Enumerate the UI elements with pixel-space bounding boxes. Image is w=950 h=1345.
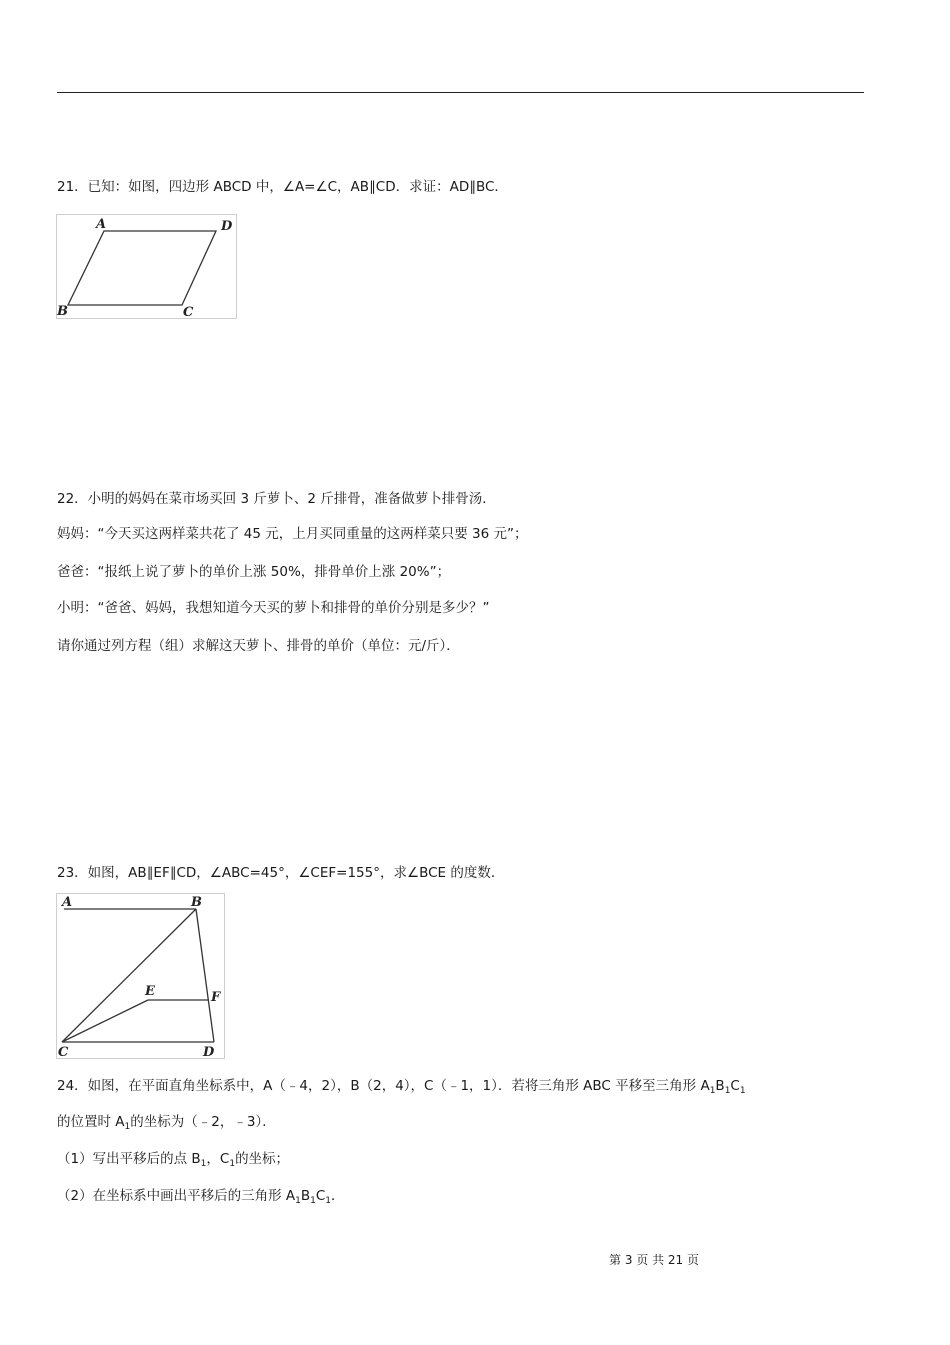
q24-part1: （1）写出平移后的点 $B_1$，$C_1$的坐标； (57, 1151, 290, 1169)
q23-figure-parallel-lines (56, 893, 226, 1061)
page-number-footer: 第 3 页 共 21 页 (609, 1253, 699, 1267)
q21-label-a: A (96, 217, 107, 232)
q22-mom-line: 妈妈：“今天买这两样菜共花了 45 元，上月买同重量的这两样菜只要 36 元”； (57, 526, 528, 542)
q24-line1: 24．如图，在平面直角坐标系中，A（﹣4，2），B（2，4），C（﹣1，1）．若将三角形 ABC 平移至三角形 $A_1B_1C_1$ (57, 1078, 746, 1096)
q22-question: 请你通过列方程（组）求解这天萝卜、排骨的单价（单位：元/斤）． (57, 638, 460, 654)
q24-part2: （2）在坐标系中画出平移后的三角形 $A_1B_1C_1$． (57, 1188, 345, 1206)
line-bd (196, 909, 214, 1042)
q23-label-a: A (62, 895, 73, 910)
q23-label-b: B (191, 895, 202, 910)
q23-label-f: F (211, 990, 221, 1005)
q21-label-b: B (57, 304, 68, 319)
q21-figure-parallelogram (56, 214, 238, 320)
line-bc (62, 909, 196, 1042)
q21-label-c: C (183, 305, 194, 320)
q22-xiaoming-line: 小明：“爸爸、妈妈，我想知道今天买的萝卜和排骨的单价分别是多少？” (57, 600, 490, 616)
q23-label-c: C (58, 1045, 69, 1060)
q24-line2: 的位置时 $A_1$的坐标为（﹣2，﹣3）． (57, 1114, 276, 1132)
parallelogram-abcd (68, 231, 216, 305)
q22-title: 22．小明的妈妈在菜市场买回 3 斤萝卜、2 斤排骨，准备做萝卜排骨汤． (57, 491, 496, 507)
q23-label-d: D (203, 1045, 215, 1060)
line-ce (62, 1000, 148, 1042)
q21-text: 21．已知：如图，四边形 ABCD 中，∠A=∠C，AB∥CD．求证：AD∥BC． (57, 179, 508, 195)
q23-text: 23．如图，AB∥EF∥CD，∠ABC=45°，∠CEF=155°，求∠BCE 的度数． (57, 865, 505, 881)
q21-label-d: D (221, 219, 233, 234)
q23-label-e: E (145, 984, 155, 999)
q22-dad-line: 爸爸：“报纸上说了萝卜的单价上涨 50%，排骨单价上涨 20%”； (57, 564, 451, 580)
header-rule (57, 92, 864, 93)
